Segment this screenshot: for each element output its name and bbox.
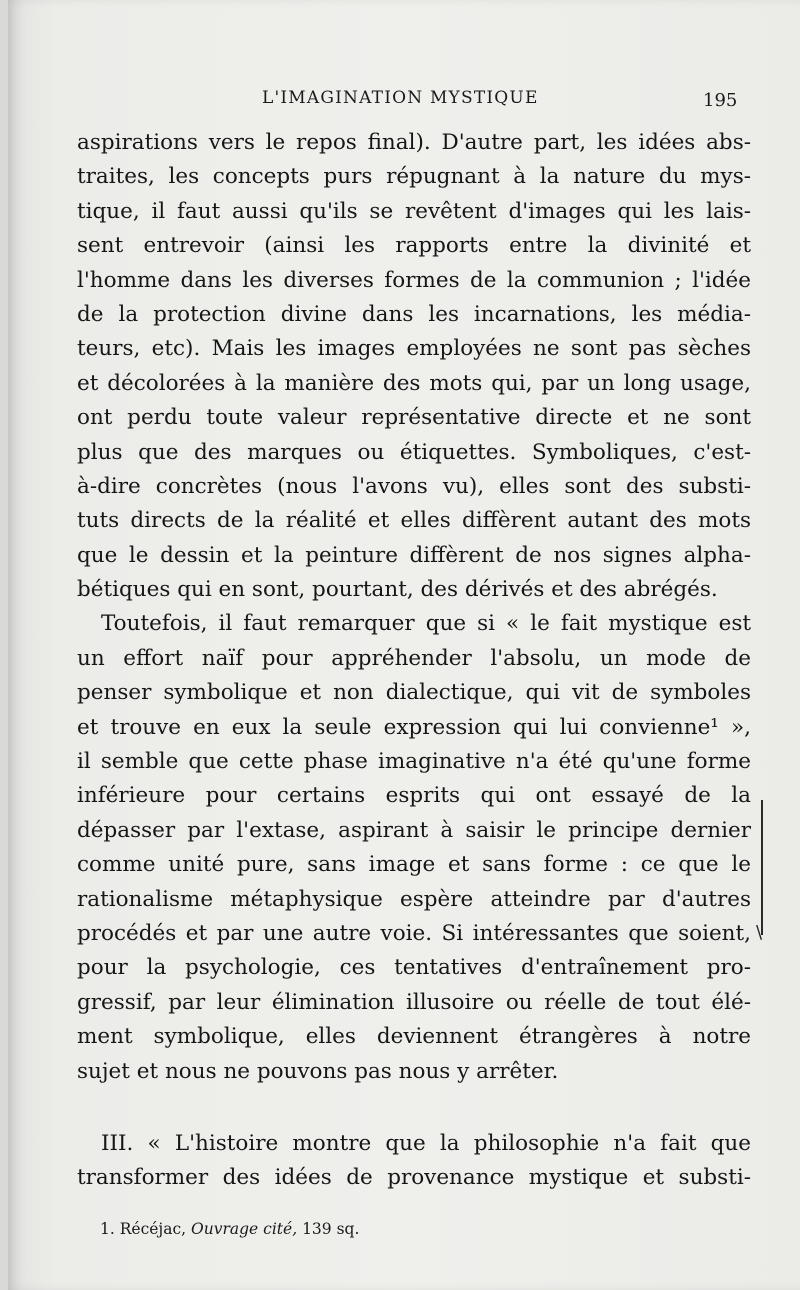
text-line: de la protection divine dans les incarnations, les média- xyxy=(77,301,751,327)
text-line: ment symbolique, elles deviennent étrangères à notre xyxy=(77,1024,751,1050)
text-line: un effort naïf pour appréhender l'absolu, un mode de xyxy=(77,645,751,671)
text-line: pour la psychologie, ces tentatives d'entraînement pro- xyxy=(77,955,751,981)
footnote-author: Récéjac, xyxy=(119,1220,187,1238)
text-line: transformer des idées de provenance mystique et substi- xyxy=(77,1165,751,1191)
body-text xyxy=(77,126,751,1196)
paragraph xyxy=(77,126,751,607)
text-line: dépasser par l'extase, aspirant à saisir le principe dernier xyxy=(77,817,751,843)
running-title: L'IMAGINATION MYSTIQUE xyxy=(262,88,539,108)
text-line: aspirations vers le repos final). D'autre part, les idées abs- xyxy=(77,130,751,155)
text-line: inférieure pour certains esprits qui ont essayé de la xyxy=(77,783,751,809)
text-line: tique, il faut aussi qu'ils se revêtent d'images qui les lais- xyxy=(77,198,751,224)
text-line: plus que des marques ou étiquettes. Symboliques, c'est- xyxy=(77,439,751,465)
text-line: et décolorées à la manière des mots qui, par un long usage, xyxy=(77,370,751,396)
text-line: procédés et par une autre voie. Si intéressantes que soient, xyxy=(77,920,751,946)
text-line: sujet et nous ne pouvons pas nous y arrêter. xyxy=(77,1058,559,1084)
text-line: sent entrevoir (ainsi les rapports entre la divinité et xyxy=(77,233,751,259)
text-line: III. « L'histoire montre que la philosophie n'a fait que xyxy=(101,1130,751,1156)
footnote-number: 1. xyxy=(100,1220,115,1238)
text-line: bétiques qui en sont, pourtant, des dérivés et des abrégés. xyxy=(77,577,718,603)
text-line: ont perdu toute valeur représentative directe et ne sont xyxy=(77,405,751,431)
text-line: comme unité pure, sans image et sans forme : ce que le xyxy=(77,852,751,878)
text-line: à-dire concrètes (nous l'avons vu), elles sont des substi- xyxy=(77,473,751,499)
footnote-pages: 139 sq. xyxy=(302,1220,360,1238)
paragraph xyxy=(77,607,751,1088)
text-line: Toutefois, il faut remarquer que si « le fait mystique est xyxy=(101,611,751,637)
text-line: tuts directs de la réalité et elles diffèrent autant des mots xyxy=(77,508,751,534)
text-line: penser symbolique et non dialectique, qui vit de symboles xyxy=(77,680,751,706)
text-line: et trouve en eux la seule expression qui lui convienne¹ », xyxy=(77,714,751,740)
paragraph xyxy=(77,1127,751,1196)
margin-line xyxy=(761,800,763,935)
text-line: teurs, etc). Mais les images employées ne sont pas sèches xyxy=(77,336,751,362)
section-gap xyxy=(77,1089,751,1127)
text-line: gressif, par leur élimination illusoire ou réelle de tout élé- xyxy=(77,989,751,1015)
text-line: il semble que cette phase imaginative n'a été qu'une forme xyxy=(77,749,751,775)
text-line: l'homme dans les diverses formes de la communion ; l'idée xyxy=(77,267,751,293)
text-line: rationalisme métaphysique espère atteindre par d'autres xyxy=(77,886,751,912)
page-header xyxy=(0,88,800,118)
footnote-work: Ouvrage cité, xyxy=(191,1220,298,1238)
text-line: que le dessin et la peinture diffèrent de nos signes alpha- xyxy=(77,542,751,568)
footnote xyxy=(100,1220,359,1238)
page-number: 195 xyxy=(703,90,738,111)
text-line: traites, les concepts purs répugnant à la nature du mys- xyxy=(77,164,751,190)
margin-mark: \ xyxy=(756,922,763,943)
